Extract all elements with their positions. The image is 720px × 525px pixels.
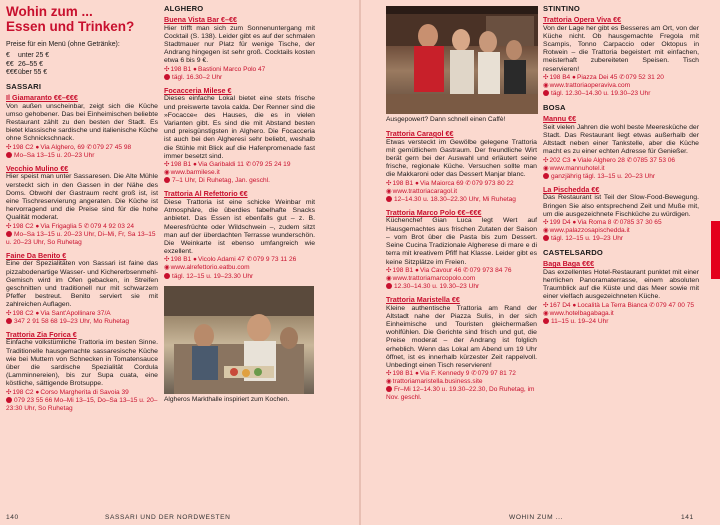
info-line-address	[543, 219, 699, 227]
web-icon: ◉	[543, 309, 549, 317]
info-line-address	[164, 161, 315, 169]
clock-icon	[386, 283, 392, 289]
web-icon: ◉	[164, 264, 170, 272]
restaurant-entry	[6, 165, 158, 247]
entry-list	[6, 94, 158, 413]
map-reference: 198 B1	[392, 179, 414, 187]
column-2	[164, 4, 315, 410]
website-link[interactable]: www.trattoriamarcopolo.com	[392, 274, 476, 282]
map-reference: 198 B4	[549, 73, 571, 81]
website-link[interactable]: trattoriamaristella.business.site	[392, 378, 483, 386]
location-pin-icon: ●	[572, 218, 577, 226]
restaurant-name: Trattoria Marco Polo €€–€€€	[386, 207, 482, 217]
restaurant-info	[6, 389, 158, 413]
info-line-hours	[386, 283, 537, 291]
map-ref-icon: ✣	[386, 266, 392, 274]
info-line-hours	[164, 74, 315, 82]
clock-icon	[543, 318, 549, 324]
address: Via F. Kennedy 9	[419, 370, 470, 378]
info-line-address	[6, 144, 158, 152]
address: Via Alghero, 69	[40, 143, 85, 151]
info-line-web	[386, 188, 537, 196]
address: Via Garibaldi 11	[197, 161, 244, 169]
price-symbol: €	[6, 52, 10, 60]
phone-icon: ✆	[613, 218, 619, 226]
restaurant-info	[6, 144, 158, 160]
map-reference: 198 C2	[12, 388, 34, 396]
info-line-address	[6, 223, 158, 231]
info-line-hours	[386, 386, 537, 402]
location-pin-icon: ●	[415, 179, 419, 187]
info-line-web	[386, 378, 537, 386]
clock-icon	[543, 90, 549, 96]
opening-hours: 7–1 Uhr, Di Ruhetag, Jan. geschl.	[172, 177, 270, 185]
restaurant-info	[543, 74, 699, 98]
web-icon: ◉	[543, 227, 549, 235]
info-line-address	[543, 74, 699, 82]
market-hall-photo	[164, 286, 314, 394]
info-line-hours	[164, 177, 315, 185]
restaurant-description: Von der Lage her gibt es Besseres am Ort, von der Küche nicht. Ob hausgemachte Fregola mit Scampis, Tonno Carpaccio oder Oktopus in Rotwein – die Trattoria begeistert mit einfachen, meisterhaft zubereiteten Speisen. Tisch reservieren!	[543, 24, 699, 73]
map-ref-icon: ✣	[164, 161, 170, 169]
info-line-hours	[6, 231, 158, 247]
map-reference: 198 B1	[170, 256, 192, 264]
page-number-left: 140	[6, 514, 19, 521]
restaurant-entry	[164, 87, 315, 186]
phone-number: 079 97 81 72	[477, 370, 516, 378]
restaurant-name: Trattoria Caragol €€	[386, 129, 454, 138]
website-link[interactable]: www.barmilese.it	[170, 169, 220, 177]
map-reference: 198 C2	[12, 143, 34, 151]
website-link[interactable]: www.hotelbagabaga.it	[549, 309, 614, 317]
entry-list	[386, 130, 537, 403]
phone-icon: ✆	[83, 222, 90, 230]
phone-number: 0785 37 30 65	[619, 218, 662, 226]
phone-number: 079 973 84 76	[469, 266, 512, 274]
bar-photo	[386, 6, 538, 114]
running-title-left: SASSARI UND DER NORDWESTEN	[105, 514, 231, 521]
column-3	[386, 4, 537, 408]
restaurant-entry	[543, 260, 699, 326]
clock-icon	[6, 152, 12, 158]
running-title-right: WOHIN ZUM ...	[509, 514, 563, 521]
info-line-address	[543, 157, 699, 165]
info-line-address	[386, 370, 537, 378]
website-link[interactable]: www.palazzosapischedda.it	[549, 227, 630, 235]
website-link[interactable]: www.trattoriacaragol.it	[392, 187, 458, 195]
restaurant-info	[164, 161, 315, 185]
clock-icon	[386, 196, 392, 202]
info-line-hours	[6, 397, 158, 413]
phone-number: 079 52 31 20	[625, 73, 664, 81]
restaurant-entry	[386, 209, 537, 291]
address: Corso Margherita di Savoia 39	[40, 388, 129, 396]
web-icon: ◉	[386, 274, 392, 282]
market-photo-art	[164, 286, 314, 394]
info-line-web	[386, 275, 537, 283]
clock-icon	[6, 397, 12, 403]
info-line-address	[386, 267, 537, 275]
restaurant-name: Trattoria Opera Viva €€	[543, 15, 622, 24]
map-ref-icon: ✣	[6, 143, 12, 151]
map-reference: 198 B1	[392, 266, 414, 274]
restaurant-name: La Pischedda €€	[543, 184, 600, 194]
clock-icon	[386, 386, 392, 392]
restaurant-entry	[6, 252, 158, 326]
clock-icon	[164, 74, 170, 80]
info-line-web	[543, 227, 699, 235]
phone-number: 079 27 45 98	[92, 143, 132, 151]
column-4	[543, 4, 699, 331]
restaurant-name: Buena Vista Bar €–€€	[164, 15, 237, 24]
opening-hours: Mo–Sa 13–15 u. 20–23 Uhr	[14, 151, 95, 159]
info-line-address	[164, 256, 315, 264]
map-reference: 202 C3	[549, 156, 571, 164]
phone-icon: ✆	[463, 266, 469, 274]
map-reference: 167 D4	[549, 301, 571, 309]
restaurant-description: Eine der Spezialitäten von Sassari ist faine das pizzabodenartige Wasser- und Kichererbsenmehl-Gemisch wird im Ofen gebacken, in Streifen geschnitten und traditionell nur mit schwarzem Pfeffer bestreut. Benito serviert sie mit zahlreichen Auflagen.	[6, 260, 158, 309]
entry-list	[543, 260, 699, 326]
map-ref-icon: ✣	[543, 73, 549, 81]
title-line-1: Wohin zum ...	[6, 4, 93, 19]
map-ref-icon: ✣	[543, 156, 549, 164]
restaurant-description: Küchenchef Gian Luca legt Wert auf Hausgemachtes aus frischen Zutaten der Saison – vom Brot über die Pasta bis zum Dessert. Seine Cucina Tradizionale Algherese di mare e di terra mit kreativem Pfiff hat Klasse. Leider gibt es keine Sitzplätze im Freien.	[386, 217, 537, 266]
address: Vicolo Adami 47	[197, 256, 245, 264]
info-line-address	[543, 302, 699, 310]
info-line-web	[543, 165, 699, 173]
info-line-address	[6, 310, 158, 318]
location-pin-icon: ●	[572, 301, 577, 309]
restaurant-info	[164, 256, 315, 280]
clock-icon	[543, 235, 549, 241]
opening-hours: tägl. 12.30–14.30 u. 19.30–23 Uhr	[551, 90, 651, 97]
restaurant-info	[386, 180, 537, 204]
info-line-hours	[543, 318, 699, 326]
info-line-hours	[164, 273, 315, 281]
opening-hours: Fr–Mi 12–14.30 u. 19.30–22.30, Do Ruhetag, im Nov. geschl.	[386, 386, 535, 402]
info-line-web	[164, 169, 315, 177]
phone-icon: ✆	[471, 370, 477, 378]
phone-icon: ✆	[246, 256, 253, 264]
map-ref-icon: ✣	[543, 301, 549, 309]
phone-icon: ✆	[649, 301, 655, 309]
map-ref-icon: ✣	[386, 370, 392, 378]
map-reference: 198 C2	[12, 222, 34, 230]
opening-hours: tägl. 12–15 u. 19–23 Uhr	[551, 235, 624, 243]
price-text: unter 25 €	[18, 52, 50, 60]
location-pin-icon: ●	[415, 370, 419, 378]
restaurant-info	[543, 157, 699, 181]
phone-number: 0785 37 53 06	[633, 156, 676, 164]
phone-icon: ✆	[619, 73, 625, 81]
location-pin-icon: ●	[35, 222, 40, 230]
left-page	[0, 0, 359, 525]
restaurant-entry	[164, 190, 315, 280]
restaurant-info	[543, 302, 699, 326]
opening-hours: Mo–Sa 13–15 u. 20–23 Uhr, Di–Mi, Fr, Sa 13–15 u. 20–23 Uhr, So Ruhetag	[6, 230, 156, 246]
price-text: 26–55 €	[18, 60, 43, 68]
location-pin-icon: ●	[35, 309, 40, 317]
map-ref-icon: ✣	[164, 256, 170, 264]
restaurant-description: Seit vielen Jahren die wohl beste Meeresküche der Stadt. Das Restaurant liegt etwas außerhalb der Altstadt neben einer Tankstelle, aber die Küche macht es zu einer echten Adresse für Genießer.	[543, 123, 699, 156]
info-line-web	[164, 264, 315, 272]
price-symbol: €€	[6, 60, 14, 68]
entry-list	[543, 16, 699, 98]
restaurant-description: Kleine authentische Trattoria am Rand der Altstadt nahe der Piazza Sulis, in der sich Einheimische und Touristen gleichermaßen wohlfühlen. Die Gerichte sind frisch und gut, die Preise moderat – der Andrang ist folglich erheblich. Wenn das Lokal am Abend um 19 Uhr öffnet, ist es innerhalb kürzester Zeit rappelvoll. Unbedingt einen Tisch reservieren!	[386, 304, 537, 369]
restaurant-name: Mannu €€	[543, 114, 577, 124]
title-line-2: Essen und Trinken?	[6, 19, 135, 34]
info-line-web	[543, 82, 699, 90]
location-pin-icon: ●	[572, 156, 577, 164]
market-photo-caption: Algheros Markthalle inspiriert zum Kochen.	[164, 395, 290, 403]
address: Via Frigaglia 5	[40, 222, 83, 230]
web-icon: ◉	[543, 164, 549, 172]
location-pin-icon: ●	[415, 266, 419, 274]
clock-icon	[164, 273, 170, 279]
location-pin-icon: ●	[35, 388, 40, 396]
phone-icon: ✆	[465, 179, 471, 187]
price-legend	[6, 52, 158, 77]
restaurant-entry	[543, 186, 699, 243]
address: Viale Alghero 28	[577, 156, 625, 164]
restaurant-description: Hier speist man unter Sassaresen. Die Alte Mühle versteckt sich in den Gassen in der Nähe des Doms. Obwohl der Gastraum recht groß ist, ist eine Tischreservierung angeraten. Die Küche ist hervorragend und die Preise sind für die hohe Qualität moderat.	[6, 173, 158, 222]
restaurant-description: Hier trifft man sich zum Sonnenuntergang mit Cocktail (S. 138). Leider gibt es auf der schmalen Stadtmauer nur Platz für wenige Tische, der Andrang hingegen ist sehr groß. Cocktails kosten etwa 6 bis 9 €.	[164, 24, 315, 65]
web-icon: ◉	[386, 378, 392, 386]
info-line-address	[6, 389, 158, 397]
bar-photo-caption: Ausgepowert? Dann schnell einen Caffè!	[386, 116, 506, 123]
map-reference: 198 C2	[12, 309, 34, 317]
website-link[interactable]: www.trattoriaoperaviva.com	[549, 81, 631, 89]
region-heading-stintino: STINTINO	[543, 4, 581, 13]
bar-photo-art	[386, 6, 538, 114]
restaurant-entry	[6, 94, 158, 160]
phone-number: 079 47 00 75	[655, 301, 694, 309]
map-ref-icon: ✣	[164, 65, 170, 73]
price-text: über 55 €	[18, 68, 48, 76]
entry-list	[164, 16, 315, 281]
address: Località La Terra Bianca	[577, 301, 648, 309]
address: Via Maiorca 69	[419, 179, 464, 187]
info-line-hours	[543, 173, 699, 181]
restaurant-name: Trattoria Zia Forica €	[6, 329, 77, 339]
restaurant-name: Vecchio Mulino €€	[6, 163, 69, 173]
restaurant-name: Baga Baga €€€	[543, 259, 595, 269]
map-ref-icon: ✣	[6, 222, 12, 230]
restaurant-name: Trattoria Al Refettorio €€	[164, 189, 248, 199]
restaurant-name: Faine Da Benito €	[6, 250, 67, 260]
phone-number: 079 25 24 19	[252, 161, 291, 169]
restaurant-description: Das Restaurant ist Teil der Slow-Food-Bewegung. Bringen Sie also entsprechend Zeit und Muße mit, um die ausgezeichnete Fischküche zu würdigen.	[543, 194, 699, 218]
info-line-hours	[6, 152, 158, 160]
opening-hours: 347 2 91 58 68 19–23 Uhr, Mo Ruhetag	[14, 317, 130, 325]
phone-number: 079 4 92 03 24	[90, 222, 135, 230]
map-reference: 198 B1	[170, 161, 192, 169]
map-reference: 199 D4	[549, 218, 571, 226]
page-title	[6, 4, 158, 34]
phone-icon: ✆	[626, 156, 633, 164]
restaurant-description: Etwas versteckt im Gewölbe gelegene Trattoria mit gemütlichem Gastraum. Der freundliche Wirt berät gern bei der Auswahl und erläutert seine frische, regionale Küche. Versuchen sollte man die Makkaroni oder das Dessert Manjar blanc.	[386, 138, 537, 179]
clock-icon	[543, 173, 549, 179]
chapter-tab	[711, 221, 720, 279]
info-line-web	[543, 310, 699, 318]
restaurant-description: Das exzellentes Hotel-Restaurant punktet mit einer herrlichen Panoramaterrasse, einem absoluten Traumblick auf die Küste und das Meer sowie mit einer vielfach ausgezeichneten Küche.	[543, 268, 699, 301]
phone-icon: ✆	[86, 143, 92, 151]
opening-hours: 12–14.30 u. 18.30–22.30 Uhr, Mi Ruhetag	[394, 195, 516, 203]
restaurant-info	[386, 267, 537, 291]
page-number-right: 141	[681, 514, 694, 521]
phone-icon: ✆	[245, 161, 252, 169]
restaurant-description: Dieses einfache Lokal bietet eine stets frische und preiswerte tavola calda. Der Renner sind die »Focacce« des Hauses, die es in vielen Varianten gibt. Es sind die mit Abstand besten und preisgünstigsten in Alghero. Die Focacceria ist auch bei den Algheresi sehr beliebt, weshalb die Stühle mit Blick auf die Hafenpromenade fast immer besetzt sind.	[164, 95, 315, 160]
price-row	[6, 69, 158, 77]
restaurant-entry	[386, 296, 537, 403]
website-link[interactable]: www.mannuhotel.it	[549, 164, 605, 172]
phone-number: 079 9 73 11 26	[253, 256, 297, 264]
restaurant-name: Trattoria Maristella €€	[386, 294, 460, 304]
restaurant-info	[6, 223, 158, 247]
location-pin-icon: ●	[193, 256, 197, 264]
location-pin-icon: ●	[572, 73, 576, 81]
info-line-hours	[543, 235, 699, 243]
address: Via Roma 8	[577, 218, 612, 226]
website-link[interactable]: www.alrefettorio.eatbu.com	[170, 264, 250, 272]
restaurant-name: Focacceria Milese €	[164, 85, 232, 95]
map-ref-icon: ✣	[6, 309, 12, 317]
restaurant-info	[6, 310, 158, 326]
location-pin-icon: ●	[193, 65, 197, 73]
opening-hours: 12.30–14.30 u. 19.30–23 Uhr	[394, 282, 480, 290]
restaurant-description: Von außen unscheinbar, zeigt sich die Küche umso gehobener. Das bei Einheimischen beliebte Restaurant zählt zu den besten der Stadt. Es bietet klassische sardische und italienische Küche ohne Schnickschnack.	[6, 102, 158, 143]
opening-hours: 11–15 u. 19–24 Uhr	[551, 317, 609, 325]
restaurant-entry	[543, 16, 699, 98]
map-ref-icon: ✣	[543, 218, 549, 226]
phone-number: 079 973 80 22	[471, 179, 514, 187]
price-intro: Preise für ein Menü (ohne Getränke):	[6, 41, 120, 48]
web-icon: ◉	[386, 187, 392, 195]
restaurant-info	[164, 66, 315, 82]
region-heading-alghero: ALGHERO	[164, 4, 204, 13]
column-1	[6, 4, 158, 418]
restaurant-info	[386, 370, 537, 402]
opening-hours: tägl. 12–15 u. 19–23.30 Uhr	[172, 272, 254, 280]
region-heading-sassari: SASSARI	[6, 81, 42, 91]
clock-icon	[164, 177, 170, 183]
clock-icon	[6, 318, 12, 324]
entry-list	[543, 115, 699, 243]
restaurant-info	[543, 219, 699, 243]
map-reference: 198 B1	[392, 370, 414, 378]
restaurant-entry	[164, 16, 315, 82]
price-row	[6, 61, 158, 69]
location-pin-icon: ●	[193, 161, 197, 169]
restaurant-entry	[386, 130, 537, 204]
clock-icon	[6, 231, 12, 237]
web-icon: ◉	[164, 169, 170, 177]
address: Piazza Dei 45	[576, 73, 618, 81]
region-heading-bosa: BOSA	[543, 103, 566, 113]
info-line-address	[164, 66, 315, 74]
restaurant-entry	[6, 331, 158, 413]
opening-hours: tägl. 16.30–2 Uhr	[172, 73, 223, 81]
region-heading-castelsardo: CASTELSARDO	[543, 248, 603, 258]
map-ref-icon: ✣	[6, 388, 12, 396]
address: Bastioni Marco Polo 47	[197, 65, 266, 73]
address: Via Sant'Apollinare 37/A	[40, 309, 111, 317]
restaurant-description: Diese Trattoria ist eine schicke Weinbar mit Atmosphäre, die überdies fabelhafte Snacks anbietet. Das Essen ist ebenfalls gut – z. B. Meeresfrüchte oder Wildschwein –, zudem sitzt man auf der überdachten Terrasse wunderschön. Die Weinkarte ist ebenso umfangreich wie exzellent.	[164, 198, 315, 256]
info-line-hours	[6, 318, 158, 326]
location-pin-icon: ●	[35, 143, 40, 151]
opening-hours: ganzjährig tägl. 13–15 u. 20–23 Uhr	[551, 172, 656, 180]
info-line-hours	[543, 90, 699, 98]
restaurant-entry	[543, 115, 699, 181]
map-reference: 198 B1	[170, 65, 192, 73]
price-row	[6, 52, 158, 60]
price-symbol: €€€	[6, 68, 18, 76]
restaurant-name: Il Giamaranto €€–€€€	[6, 92, 78, 102]
info-line-hours	[386, 196, 537, 204]
opening-hours: 079 23 55 66 Mo–Mi 13–15, Do–Sa 13–15 u. 20–23:30 Uhr, So Ruhetag	[6, 396, 158, 412]
restaurant-description: Einfache volkstümliche Trattoria im besten Sinne. Traditionelle hausgemachte sassaresische Küche wie bei Muttern von Schnecken in Tomatensauce über die sardische Spezialität Cordula (Lamminnereien), bis zur Supa cuata, eine köstliche, sättigende Brotsuppe.	[6, 339, 158, 388]
info-line-address	[386, 180, 537, 188]
web-icon: ◉	[543, 81, 549, 89]
address: Via Cavour 46	[419, 266, 462, 274]
map-ref-icon: ✣	[386, 179, 392, 187]
